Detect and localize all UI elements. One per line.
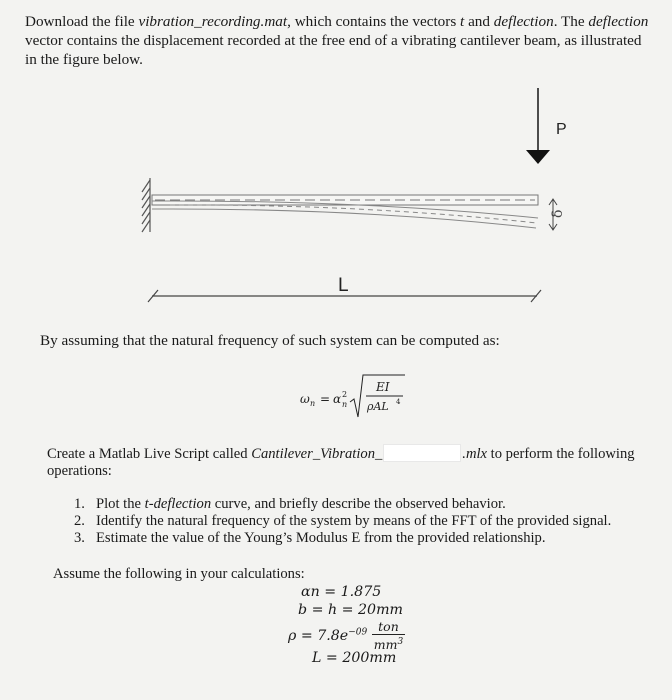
cantilever-figure [0, 0, 672, 330]
create-instruction [47, 445, 637, 480]
intro-text: Download the file [25, 13, 139, 30]
vector-name: deflection [588, 13, 649, 30]
alpha-symbol: α [333, 392, 342, 406]
parameter-block [285, 584, 402, 668]
omega-subscript: n [310, 399, 316, 408]
item-number: 2. [74, 513, 85, 529]
script-name: Cantilever_Vibration_ [251, 446, 383, 462]
item-text: Plot the [96, 496, 145, 512]
denominator-superscript: 4 [396, 398, 401, 406]
item-number: 3. [74, 530, 85, 546]
list-item [74, 496, 611, 513]
script-extension: .mlx [462, 446, 488, 462]
alpha-subscript: n [342, 400, 348, 409]
create-text: to perform the following operations: [47, 446, 635, 479]
intro-text: and [464, 13, 494, 30]
param-alpha: αn = 1.875 [301, 584, 382, 600]
item-number: 1. [74, 496, 85, 512]
param-length: L = 200mm [312, 650, 397, 666]
rho-exponent: −09 [348, 627, 368, 638]
length-label: L [338, 275, 349, 296]
vector-name: t [460, 13, 465, 30]
file-name: vibration_recording.mat [138, 13, 288, 30]
assume-text: Assume the following in your calculations: [53, 566, 305, 582]
rho-unit-den-text: mm [373, 637, 398, 653]
fraction-numerator: EI [376, 380, 390, 394]
load-arrow [526, 88, 550, 164]
item-emphasis: t-deflection [144, 496, 212, 512]
param-bh: b = h = 20mm [298, 602, 403, 618]
fixed-support [142, 178, 150, 232]
intro-text: . The [553, 13, 589, 30]
assumption-text: By assuming that the natural frequency of such system can be computed as: [40, 332, 500, 349]
item-text: Estimate the value of the Young’s Modulus E from the provided relationship. [96, 530, 546, 546]
natural-frequency-formula [300, 372, 420, 424]
undeformed-beam [152, 195, 538, 205]
rho-unit-numerator: ton [372, 620, 405, 635]
fraction-denominator: ρAL [367, 400, 389, 413]
intro-text: vector contains the displacement recorded at the free end of a vibrating cantilever beam, as illustrated in the figure below. [25, 32, 642, 68]
load-label: P [556, 121, 567, 138]
task-list [74, 496, 611, 547]
vector-name: deflection [493, 13, 554, 30]
rho-value: ρ = 7.8e [288, 628, 349, 645]
list-item [74, 530, 611, 547]
rho-unit-den-sup: 3 [397, 637, 404, 647]
create-text: Create a Matlab Live Script called [47, 446, 252, 462]
item-text: Identify the natural frequency of the system by means of the FFT of the provided signal. [96, 513, 612, 529]
equals-sign: = [320, 392, 331, 406]
item-text: curve, and briefly describe the observed behavior. [211, 496, 506, 512]
param-rho [288, 619, 405, 653]
redaction-box [384, 445, 460, 461]
deflection-label: δ [550, 209, 566, 218]
list-item [74, 513, 611, 530]
intro-text: , which contains the vectors [287, 13, 461, 30]
rho-unit [372, 620, 405, 652]
alpha-superscript: 2 [342, 390, 348, 399]
omega-symbol: ω [300, 392, 310, 406]
